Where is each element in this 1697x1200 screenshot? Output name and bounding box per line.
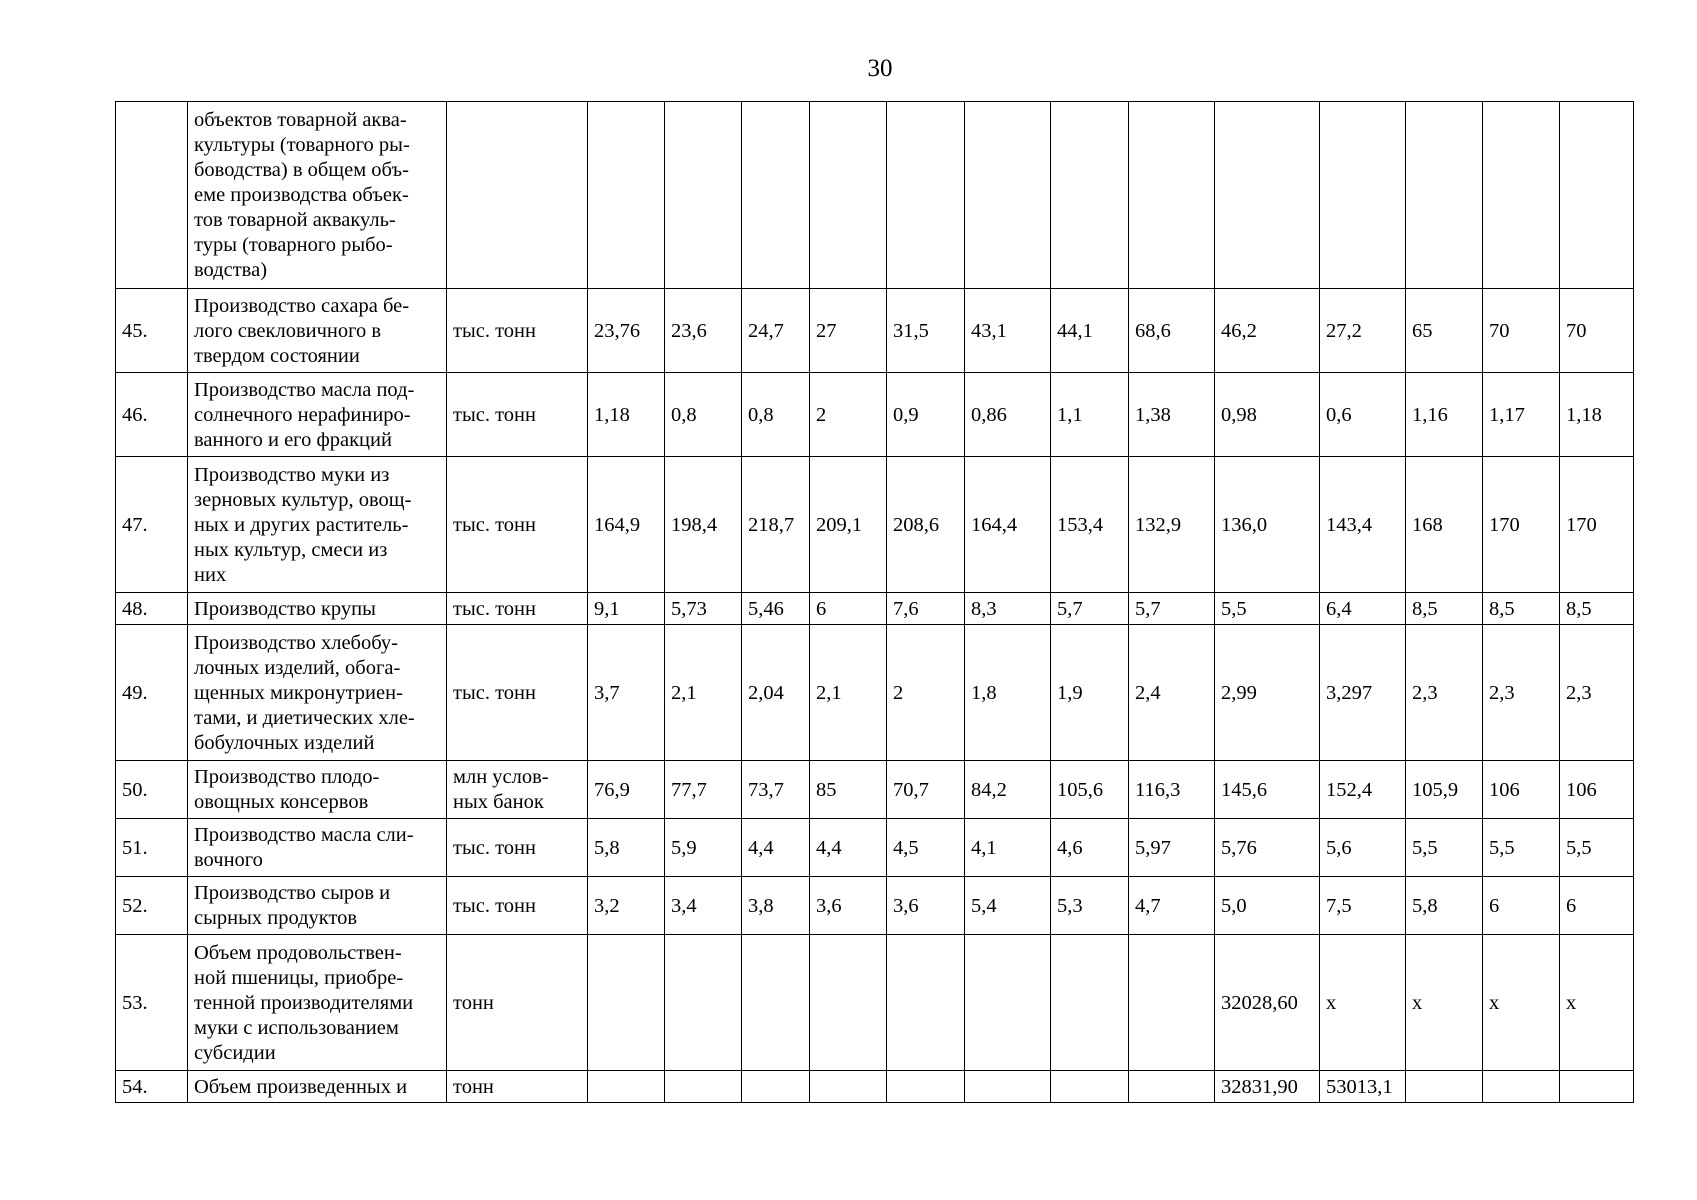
value-cell: 2,3 — [1483, 625, 1560, 761]
indicator-name-line: Производство масла сли- — [194, 824, 414, 846]
value-cell: 0,98 — [1215, 373, 1320, 457]
indicator-name-line: ных и других раститель- — [194, 513, 409, 536]
value-cell: 3,297 — [1320, 625, 1406, 761]
value-cell: 65 — [1406, 289, 1483, 373]
row-number-cell: 45. — [116, 289, 188, 373]
value-cell: 3,2 — [588, 877, 665, 935]
value-cell — [1320, 102, 1406, 289]
table-row — [116, 102, 1634, 289]
value-cell: 73,7 — [742, 761, 810, 819]
value-cell: 105,9 — [1406, 761, 1483, 819]
value-cell: 143,4 — [1320, 457, 1406, 593]
value-cell — [742, 935, 810, 1071]
unit-cell — [447, 102, 588, 289]
table-row — [116, 625, 1634, 761]
unit-line: тыс. тонн — [453, 836, 536, 859]
value-cell: 6 — [810, 593, 887, 625]
value-cell: 5,5 — [1560, 819, 1634, 877]
value-cell: 170 — [1560, 457, 1634, 593]
value-cell — [665, 1071, 742, 1103]
indicator-name-cell — [188, 373, 447, 457]
value-cell: 4,1 — [965, 819, 1051, 877]
unit-line: ных банок — [453, 791, 544, 813]
indicator-name-line: еме производства объек- — [194, 184, 409, 206]
indicator-name-line: объектов товарной аква- — [194, 109, 407, 131]
indicator-name-cell — [188, 1071, 447, 1103]
indicator-name-cell — [188, 289, 447, 373]
unit-cell — [447, 625, 588, 761]
value-cell — [588, 935, 665, 1071]
value-cell: 1,18 — [1560, 373, 1634, 457]
row-number-cell — [116, 102, 188, 289]
indicator-name-line: Объем произведенных и — [194, 1075, 408, 1098]
value-cell: 168 — [1406, 457, 1483, 593]
value-cell — [665, 102, 742, 289]
value-cell: 4,4 — [810, 819, 887, 877]
unit-cell — [447, 935, 588, 1071]
value-cell: 84,2 — [965, 761, 1051, 819]
value-cell: 2,3 — [1406, 625, 1483, 761]
value-cell — [810, 102, 887, 289]
value-cell: 5,97 — [1129, 819, 1215, 877]
value-cell: 31,5 — [887, 289, 965, 373]
indicator-name-cell — [188, 102, 447, 289]
value-cell: 0,8 — [742, 373, 810, 457]
value-cell: 3,4 — [665, 877, 742, 935]
value-cell: 8,5 — [1560, 593, 1634, 625]
value-cell: 164,9 — [588, 457, 665, 593]
unit-line: тыс. тонн — [453, 513, 536, 536]
indicator-name-line: туры (товарного рыбо- — [194, 234, 393, 256]
value-cell: 85 — [810, 761, 887, 819]
value-cell: 153,4 — [1051, 457, 1129, 593]
value-cell: 1,1 — [1051, 373, 1129, 457]
indicator-name-line: ной пшеницы, приобре- — [194, 966, 404, 989]
indicator-name-cell — [188, 819, 447, 877]
value-cell: 116,3 — [1129, 761, 1215, 819]
value-cell: 8,5 — [1483, 593, 1560, 625]
value-cell: 1,16 — [1406, 373, 1483, 457]
value-cell: 5,76 — [1215, 819, 1320, 877]
value-cell: 2,99 — [1215, 625, 1320, 761]
indicator-name-line: Производство сыров и — [194, 882, 391, 904]
indicator-name-line: овощных консервов — [194, 791, 369, 813]
value-cell: x — [1320, 935, 1406, 1071]
value-cell — [1051, 1071, 1129, 1103]
value-cell — [810, 1071, 887, 1103]
value-cell: 4,5 — [887, 819, 965, 877]
value-cell: 76,9 — [588, 761, 665, 819]
indicator-name-line: Объем продовольствен- — [194, 941, 402, 964]
value-cell: 3,8 — [742, 877, 810, 935]
value-cell: 8,5 — [1406, 593, 1483, 625]
page-number: 30 — [867, 55, 893, 82]
value-cell: 152,4 — [1320, 761, 1406, 819]
value-cell: 5,7 — [1129, 593, 1215, 625]
value-cell: 198,4 — [665, 457, 742, 593]
row-number-cell: 52. — [116, 877, 188, 935]
value-cell: 27 — [810, 289, 887, 373]
unit-line: тыс. тонн — [453, 894, 536, 917]
value-cell — [1051, 935, 1129, 1071]
indicator-name-cell — [188, 593, 447, 625]
value-cell — [1406, 102, 1483, 289]
value-cell — [965, 102, 1051, 289]
indicator-name-line: них — [194, 563, 227, 586]
value-cell: 77,7 — [665, 761, 742, 819]
value-cell: 0,8 — [665, 373, 742, 457]
indicator-name-cell — [188, 457, 447, 593]
indicator-name-line: культуры (товарного ры- — [194, 134, 410, 156]
unit-line: тыс. тонн — [453, 403, 536, 426]
table-row — [116, 289, 1634, 373]
value-cell: x — [1560, 935, 1634, 1071]
value-cell: 6,4 — [1320, 593, 1406, 625]
value-cell: 32028,60 — [1215, 935, 1320, 1071]
value-cell: 24,7 — [742, 289, 810, 373]
indicator-name-line: Производство масла под- — [194, 378, 415, 401]
value-cell: 170 — [1483, 457, 1560, 593]
value-cell: 5,4 — [965, 877, 1051, 935]
value-cell — [965, 935, 1051, 1071]
unit-cell — [447, 1071, 588, 1103]
value-cell: 164,4 — [965, 457, 1051, 593]
value-cell: 3,6 — [810, 877, 887, 935]
row-number-cell: 46. — [116, 373, 188, 457]
value-cell — [1129, 1071, 1215, 1103]
value-cell: 5,0 — [1215, 877, 1320, 935]
value-cell: 5,9 — [665, 819, 742, 877]
value-cell: 70 — [1560, 289, 1634, 373]
value-cell: 4,4 — [742, 819, 810, 877]
value-cell: 5,6 — [1320, 819, 1406, 877]
value-cell: 5,7 — [1051, 593, 1129, 625]
unit-cell — [447, 373, 588, 457]
value-cell: 132,9 — [1129, 457, 1215, 593]
value-cell: 3,7 — [588, 625, 665, 761]
indicator-name-line: Производство крупы — [194, 597, 376, 620]
value-cell — [1406, 1071, 1483, 1103]
indicator-name-line: тами, и диетических хле- — [194, 706, 415, 729]
table-row — [116, 593, 1634, 625]
value-cell: 68,6 — [1129, 289, 1215, 373]
table-row — [116, 877, 1634, 935]
value-cell — [1129, 935, 1215, 1071]
table-row — [116, 819, 1634, 877]
value-cell: 2 — [887, 625, 965, 761]
value-cell: 2,3 — [1560, 625, 1634, 761]
indicator-name-line: щенных микронутриен- — [194, 681, 403, 704]
value-cell — [1215, 102, 1320, 289]
table-body — [116, 102, 1634, 1103]
value-cell: 4,6 — [1051, 819, 1129, 877]
value-cell — [965, 1071, 1051, 1103]
unit-cell — [447, 761, 588, 819]
value-cell: 44,1 — [1051, 289, 1129, 373]
value-cell: 136,0 — [1215, 457, 1320, 593]
value-cell: 5,3 — [1051, 877, 1129, 935]
value-cell: 2 — [810, 373, 887, 457]
value-cell: 1,17 — [1483, 373, 1560, 457]
row-number-cell: 48. — [116, 593, 188, 625]
unit-line: тонн — [453, 991, 494, 1014]
value-cell: 7,6 — [887, 593, 965, 625]
indicator-name-line: ванного и его фракций — [194, 428, 392, 451]
indicator-name-line: лочных изделий, обога- — [194, 656, 401, 679]
value-cell: 2,04 — [742, 625, 810, 761]
value-cell: 1,9 — [1051, 625, 1129, 761]
indicator-name-line: Производство муки из — [194, 463, 390, 486]
value-cell — [887, 1071, 965, 1103]
indicator-name-line: твердом состоянии — [194, 344, 360, 367]
value-cell — [1560, 102, 1634, 289]
value-cell — [588, 1071, 665, 1103]
value-cell: 27,2 — [1320, 289, 1406, 373]
value-cell: 4,7 — [1129, 877, 1215, 935]
indicator-name-line: субсидии — [194, 1041, 276, 1064]
value-cell — [742, 1071, 810, 1103]
indicator-name-line: боводства) в общем объ- — [194, 159, 409, 181]
value-cell — [887, 935, 965, 1071]
value-cell: 145,6 — [1215, 761, 1320, 819]
value-cell: 6 — [1560, 877, 1634, 935]
unit-cell — [447, 593, 588, 625]
value-cell: x — [1483, 935, 1560, 1071]
unit-cell — [447, 289, 588, 373]
unit-line: тыс. тонн — [453, 681, 536, 704]
table-row — [116, 373, 1634, 457]
unit-cell — [447, 877, 588, 935]
value-cell: 53013,1 — [1320, 1071, 1406, 1103]
unit-line: тыс. тонн — [453, 597, 536, 620]
value-cell: 70,7 — [887, 761, 965, 819]
value-cell — [1129, 102, 1215, 289]
indicator-name-line: зерновых культур, овощ- — [194, 488, 412, 511]
value-cell: 5,5 — [1483, 819, 1560, 877]
value-cell: 9,1 — [588, 593, 665, 625]
value-cell: 2,4 — [1129, 625, 1215, 761]
value-cell: 106 — [1483, 761, 1560, 819]
table-row — [116, 457, 1634, 593]
unit-line: тонн — [453, 1075, 494, 1098]
value-cell: 208,6 — [887, 457, 965, 593]
row-number-cell: 50. — [116, 761, 188, 819]
indicator-name-line: вочного — [194, 849, 263, 871]
indicator-name-line: сырных продуктов — [194, 907, 358, 929]
indicator-name-line: Производство плодо- — [194, 766, 380, 788]
value-cell: 5,46 — [742, 593, 810, 625]
value-cell: 5,73 — [665, 593, 742, 625]
value-cell: 70 — [1483, 289, 1560, 373]
value-cell: 23,76 — [588, 289, 665, 373]
value-cell: 46,2 — [1215, 289, 1320, 373]
value-cell: 6 — [1483, 877, 1560, 935]
indicator-name-line: лого свекловичного в — [194, 319, 382, 342]
value-cell: 5,8 — [1406, 877, 1483, 935]
row-number-cell: 47. — [116, 457, 188, 593]
value-cell — [1483, 102, 1560, 289]
value-cell: 7,5 — [1320, 877, 1406, 935]
value-cell: 0,6 — [1320, 373, 1406, 457]
value-cell: 1,38 — [1129, 373, 1215, 457]
value-cell — [1051, 102, 1129, 289]
value-cell: 0,86 — [965, 373, 1051, 457]
value-cell — [1483, 1071, 1560, 1103]
unit-cell — [447, 819, 588, 877]
value-cell: 2,1 — [810, 625, 887, 761]
indicator-name-cell — [188, 935, 447, 1071]
value-cell: 106 — [1560, 761, 1634, 819]
value-cell: 3,6 — [887, 877, 965, 935]
value-cell: 218,7 — [742, 457, 810, 593]
table-row — [116, 761, 1634, 819]
value-cell: 5,8 — [588, 819, 665, 877]
indicator-name-line: Производство хлебобу- — [194, 631, 398, 654]
value-cell: 8,3 — [965, 593, 1051, 625]
value-cell: 209,1 — [810, 457, 887, 593]
value-cell: 0,9 — [887, 373, 965, 457]
indicator-name-line: Производство сахара бе- — [194, 294, 410, 317]
value-cell — [665, 935, 742, 1071]
indicator-name-cell — [188, 625, 447, 761]
unit-line: тыс. тонн — [453, 319, 536, 342]
table-row — [116, 1071, 1634, 1103]
value-cell: 5,5 — [1406, 819, 1483, 877]
indicator-name-line: муки с использованием — [194, 1016, 399, 1039]
unit-cell — [447, 457, 588, 593]
value-cell: 2,1 — [665, 625, 742, 761]
indicator-name-line: ных культур, смеси из — [194, 538, 388, 561]
row-number-cell: 54. — [116, 1071, 188, 1103]
value-cell: 105,6 — [1051, 761, 1129, 819]
value-cell — [887, 102, 965, 289]
value-cell — [1560, 1071, 1634, 1103]
value-cell: 1,18 — [588, 373, 665, 457]
indicator-name-line: тов товарной аквакуль- — [194, 209, 396, 231]
value-cell — [588, 102, 665, 289]
value-cell: x — [1406, 935, 1483, 1071]
indicator-name-line: водства) — [194, 259, 268, 281]
indicator-name-cell — [188, 761, 447, 819]
value-cell — [742, 102, 810, 289]
value-cell: 1,8 — [965, 625, 1051, 761]
indicator-name-line: тенной производителями — [194, 991, 414, 1014]
row-number-cell: 53. — [116, 935, 188, 1071]
indicator-name-line: бобулочных изделий — [194, 731, 375, 754]
value-cell: 5,5 — [1215, 593, 1320, 625]
value-cell: 23,6 — [665, 289, 742, 373]
unit-line: млн услов- — [453, 766, 549, 788]
row-number-cell: 49. — [116, 625, 188, 761]
table-row — [116, 935, 1634, 1071]
value-cell — [810, 935, 887, 1071]
data-table — [115, 101, 1634, 1103]
row-number-cell: 51. — [116, 819, 188, 877]
value-cell: 43,1 — [965, 289, 1051, 373]
value-cell: 32831,90 — [1215, 1071, 1320, 1103]
indicator-name-cell — [188, 877, 447, 935]
indicator-name-line: солнечного нерафиниро- — [194, 403, 411, 426]
